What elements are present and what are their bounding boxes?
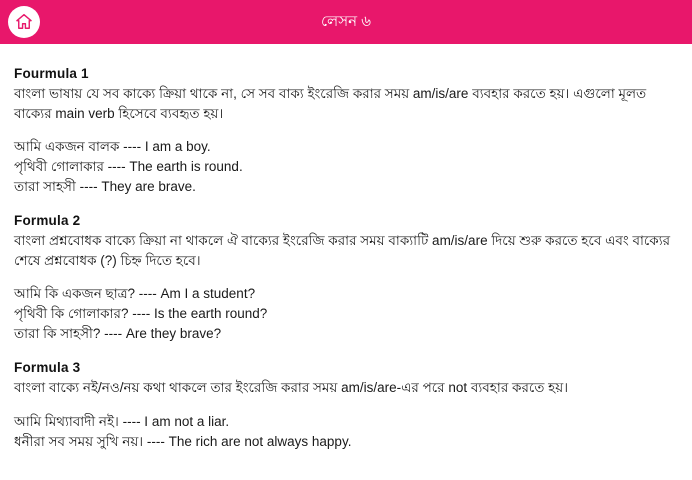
section-title: Formula 2 [14,213,81,229]
section-title: Fourmula 1 [14,66,89,81]
example-line: ধনীরা সব সময় সুখি নয়। ---- The rich are not always happy. [14,433,352,449]
page-title: লেসন ৬ [320,12,372,30]
example-line: আমি মিথ্যাবাদী নই। ---- I am not a liar. [14,413,230,429]
example-list [14,412,678,452]
section-title: Formula 3 [14,360,81,376]
example-line: তারা কি সাহসী? ---- Are they brave? [14,326,222,342]
section-rule: বাংলা ভাষায় যে সব কাক্যে ক্রিয়া থাকে না, সে সব বাক্য ইংরেজি করার সময় am/is/are ব্যবহার করতে হয়। এগুলো মূলত বাক্যের main verb হিসেবে ব্যবহৃত হয়। [14,86,647,121]
example-line: আমি একজন বালক ---- I am a boy. [14,139,211,155]
section-rule: বাংলা বাক্যে নই/নও/নয় কথা থাকলে তার ইংরেজি করার সময় am/is/are-এর পরে not ব্যবহার করতে হয়। [14,380,569,396]
example-line: আমি কি একজন ছাত্র? ---- Am I a student? [14,286,256,302]
home-icon [14,12,34,32]
example-list [14,284,678,344]
lesson-section-2 [14,213,678,344]
lesson-section-1 [14,66,678,197]
example-line: তারা সাহসী ---- They are brave. [14,179,196,195]
example-list [14,137,678,197]
example-line: পৃথিবী কি গোলাকার? ---- Is the earth round? [14,306,268,322]
lesson-content [0,44,692,480]
home-button[interactable] [8,6,40,38]
app-header [0,0,692,44]
section-rule: বাংলা প্রশ্নবোধক বাক্যে ক্রিয়া না থাকলে ঐ বাক্যের ইংরেজি করার সময় বাক্যাটি am/is/are দিয়ে শুরু করতে হবে এবং বাক্যের শেষে প্রশ্নবোধক (?) চিহ্ন দিতে হবে। [14,233,671,268]
lesson-section-3 [14,360,678,452]
example-line: পৃথিবী গোলাকার ---- The earth is round. [14,159,243,175]
